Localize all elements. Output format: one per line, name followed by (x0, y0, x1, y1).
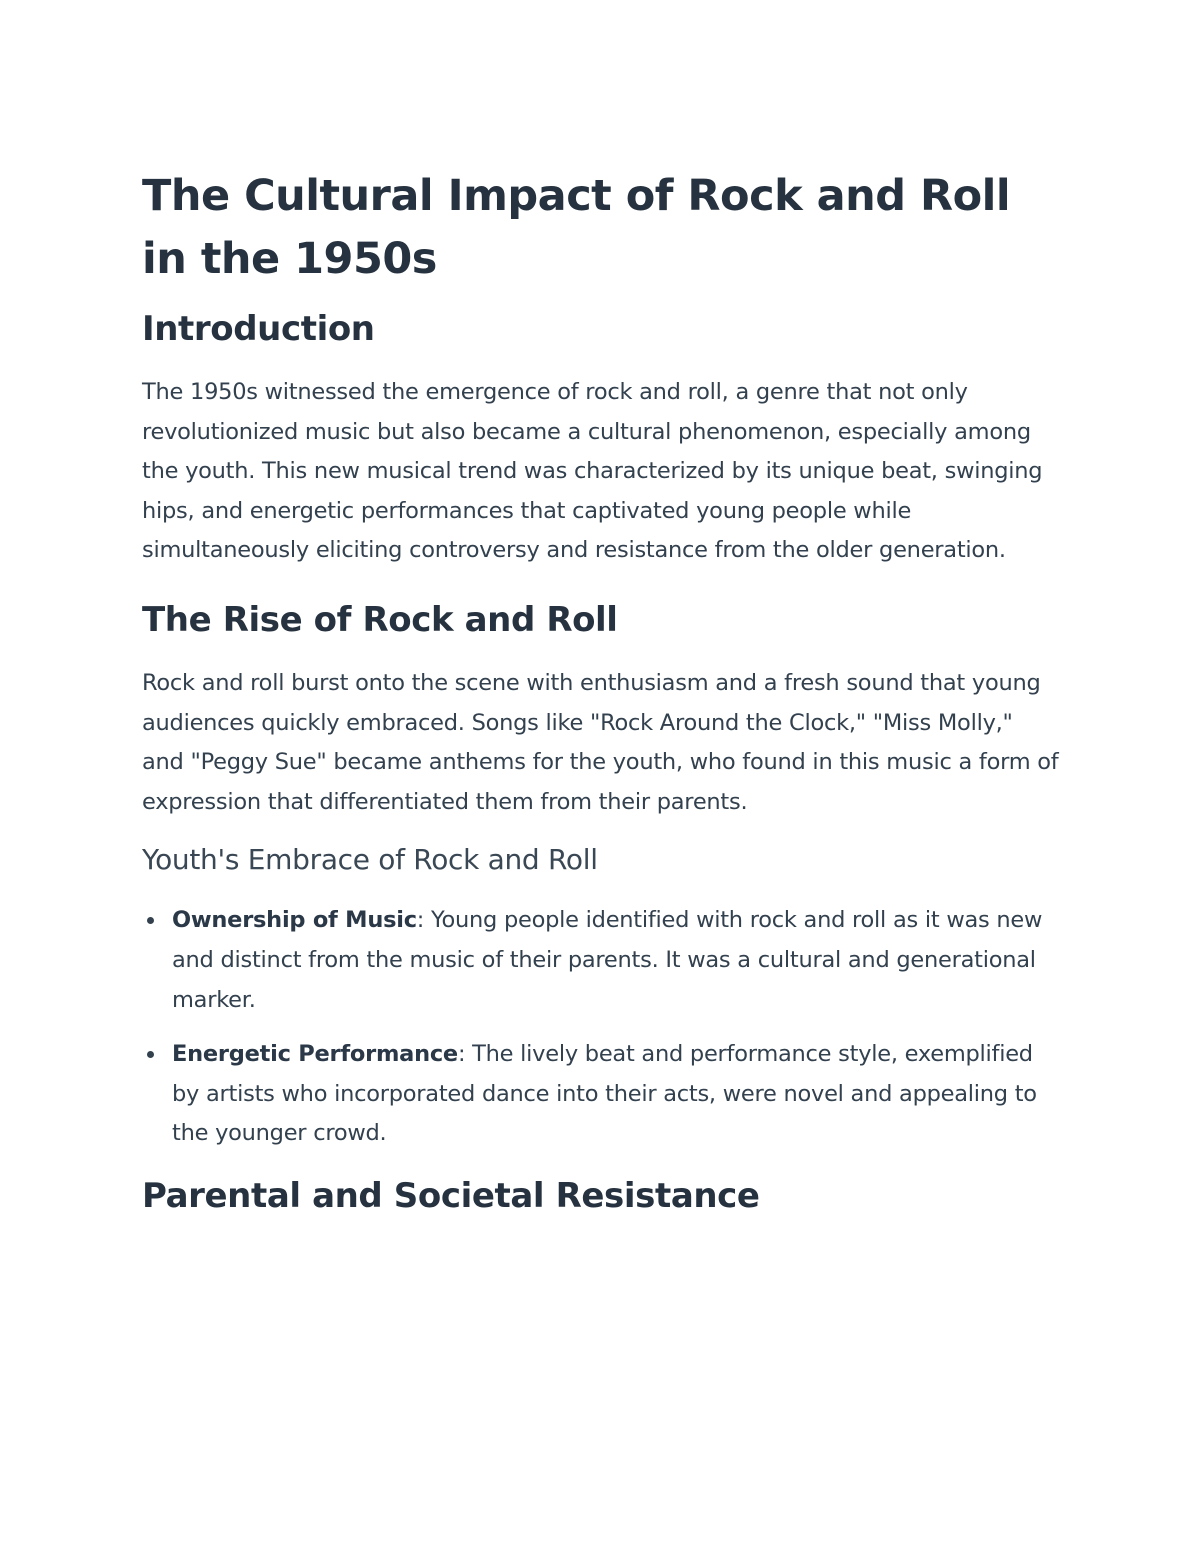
list-item (172, 1035, 1060, 1154)
bullet-dot-icon (147, 1051, 154, 1058)
document-title: The Cultural Impact of Rock and Roll in the 1950s (142, 171, 1011, 284)
bullet-term: Ownership of Music (172, 907, 417, 934)
section-heading-introduction: Introduction (142, 309, 375, 349)
youth-bullet-list (142, 901, 1060, 1154)
introduction-paragraph: The 1950s witnessed the emergence of rock and roll, a genre that not only revolutionized music but also became a cultural phenomenon, especially among the youth. This new musical trend was characterized by its unique beat, swinging hips, and energetic performances that captivated young people while simultaneously eliciting controversy and resistance from the older generation. (142, 379, 1043, 564)
bullet-text: : The lively beat and performance style, exemplified by artists who incorporated dance into their acts, were novel and appealing to the younger crowd. (172, 1041, 1037, 1147)
section-heading-rise: The Rise of Rock and Roll (142, 599, 618, 640)
bullet-text: : Young people identified with rock and roll as it was new and distinct from the music of their parents. It was a cultural and generational marker. (172, 907, 1043, 1013)
bullet-term: Energetic Performance (172, 1041, 458, 1068)
section-heading-resistance: Parental and Societal Resistance (142, 1175, 760, 1216)
bullet-dot-icon (147, 917, 154, 924)
list-item (172, 901, 1060, 1020)
rise-paragraph: Rock and roll burst onto the scene with enthusiasm and a fresh sound that young audiences quickly embraced. Songs like "Rock Around the Clock," "Miss Molly," and "Peggy Sue" became anthems for the youth, who found in this music a form of expression that differentiated them from their parents. (142, 669, 1059, 815)
subsection-heading-youth: Youth's Embrace of Rock and Roll (142, 843, 598, 877)
